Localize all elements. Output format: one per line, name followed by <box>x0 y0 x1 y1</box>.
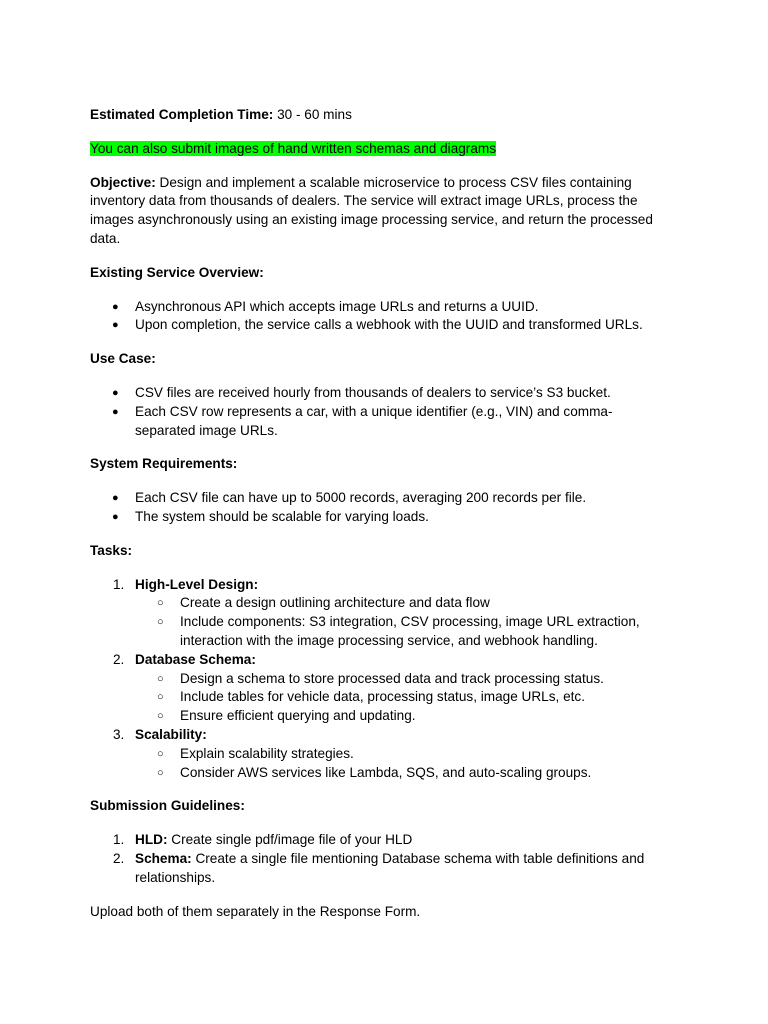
sub-item: ○ Include components: S3 integration, CSV processing, image URL extraction, interaction with the image processing service, and webhook handling. <box>135 613 670 651</box>
objective <box>90 174 670 249</box>
task-title: High-Level Design: <box>135 576 259 592</box>
submission-number: 2. <box>113 850 125 866</box>
use-case-heading-text: Use Case: <box>90 351 156 367</box>
task-title: Scalability: <box>135 726 207 742</box>
tasks-heading <box>90 542 670 561</box>
system-requirements-heading <box>90 455 670 474</box>
sub-item: ○ Consider AWS services like Lambda, SQS, and auto-scaling groups. <box>135 764 670 783</box>
objective-label: Objective: <box>90 174 156 190</box>
sub-item: ○ Design a schema to store processed data and track processing status. <box>135 670 670 689</box>
submission-item-schema <box>90 850 670 888</box>
list-item: ● Upon completion, the service calls a webhook with the UUID and transformed URLs. <box>90 316 670 335</box>
list-item: ● The system should be scalable for varying loads. <box>90 508 670 527</box>
submission-label: HLD: <box>135 832 168 848</box>
task-item-high-level-design <box>90 576 670 651</box>
submission-heading-text: Submission Guidelines: <box>90 798 245 814</box>
submission-label: Schema: <box>135 850 192 866</box>
task-subitems <box>135 745 670 783</box>
use-case-list <box>90 384 670 440</box>
submission-text: Create a single file mentioning Database schema with table definitions and relationships. <box>135 850 645 885</box>
sub-item: ○ Explain scalability strategies. <box>135 745 670 764</box>
tasks-heading-text: Tasks: <box>90 542 133 558</box>
sub-item: ○ Ensure efficient querying and updating. <box>135 707 670 726</box>
estimated-time-label: Estimated Completion Time: <box>90 107 274 122</box>
system-requirements-heading-text: System Requirements: <box>90 456 238 472</box>
highlight-note-line <box>90 140 670 159</box>
system-requirements-list <box>90 489 670 527</box>
list-item: ● Each CSV file can have up to 5000 records, averaging 200 records per file. <box>90 489 670 508</box>
task-item-scalability <box>90 726 670 782</box>
submission-number: 1. <box>113 832 125 848</box>
estimated-time <box>90 106 670 125</box>
task-subitems <box>135 670 670 726</box>
list-item: ● CSV files are received hourly from thousands of dealers to service’s S3 bucket. <box>90 384 670 403</box>
sub-item: ○ Include tables for vehicle data, processing status, image URLs, etc. <box>135 688 670 707</box>
task-number: 2. <box>113 651 125 667</box>
task-number: 3. <box>113 726 125 742</box>
tasks-list <box>90 576 670 783</box>
sub-item: ○ Create a design outlining architecture and data flow <box>135 594 670 613</box>
submission-item-hld <box>90 831 670 850</box>
task-number: 1. <box>113 576 125 592</box>
document-content <box>90 106 670 921</box>
task-item-database-schema <box>90 651 670 726</box>
existing-service-heading <box>90 264 670 283</box>
submission-text: Create single pdf/image file of your HLD <box>171 832 413 848</box>
submission-heading <box>90 797 670 816</box>
existing-service-heading-text: Existing Service Overview: <box>90 264 264 280</box>
existing-service-list <box>90 298 670 336</box>
highlight-note: You can also submit images of hand written schemas and diagrams <box>90 140 497 156</box>
task-title: Database Schema: <box>135 651 256 667</box>
submission-list <box>90 831 670 887</box>
list-item: ● Asynchronous API which accepts image URLs and returns a UUID. <box>90 298 670 317</box>
task-subitems <box>135 594 670 650</box>
use-case-heading <box>90 350 670 369</box>
upload-instruction: Upload both of them separately in the Response Form. <box>90 903 421 919</box>
list-item: ● Each CSV row represents a car, with a unique identifier (e.g., VIN) and comma-separated image URLs. <box>90 403 670 441</box>
estimated-time-value: 30 - 60 mins <box>277 107 352 122</box>
objective-text: Design and implement a scalable microservice to process CSV files containing inventory data from thousands of dealers. The service will extract image URLs, process the images asynchronously using an existing image processing service, and return the processed data. <box>90 174 653 246</box>
